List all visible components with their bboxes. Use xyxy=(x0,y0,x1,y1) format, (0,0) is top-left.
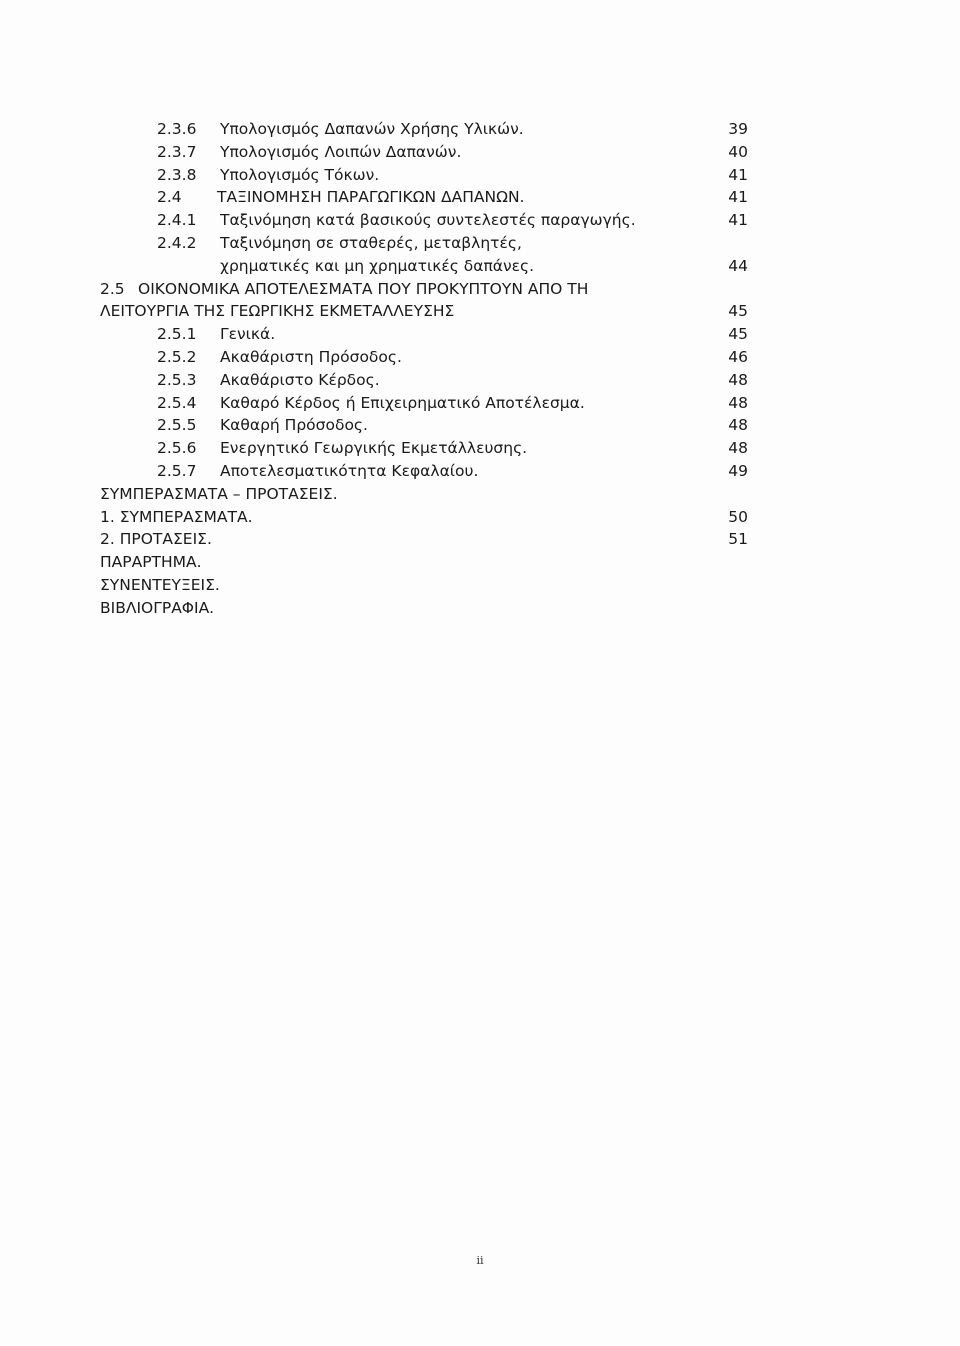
toc-entry-number: 2.3.8 xyxy=(157,165,197,184)
toc-entry-title: 2. ΠΡΟΤΑΣΕΙΣ. xyxy=(100,530,212,549)
toc-entry-title: Γενικά. xyxy=(220,325,276,344)
toc-entry xyxy=(100,346,760,369)
toc-entry-title: Υπολογισμός Τόκων. xyxy=(220,165,380,184)
toc-entry-number: 2.5.6 xyxy=(157,439,197,458)
toc-entry-title: Αποτελεσματικότητα Κεφαλαίου. xyxy=(220,461,479,480)
toc-entry-number: 2.5.7 xyxy=(157,461,197,480)
toc-entry xyxy=(100,437,760,460)
toc-entry xyxy=(100,414,760,437)
toc-entry-page: 48 xyxy=(728,393,748,412)
toc-entry xyxy=(100,460,760,483)
toc-entry-title: Υπολογισμός Λοιπών Δαπανών. xyxy=(220,142,462,161)
toc-entry xyxy=(100,551,760,574)
toc-entry-page: 41 xyxy=(728,188,748,207)
toc-entry-page: 44 xyxy=(728,256,748,275)
toc-entry-title: ΤΑΞΙΝΟΜΗΣΗ ΠΑΡΑΓΩΓΙΚΩΝ ΔΑΠΑΝΩΝ. xyxy=(217,188,525,207)
toc-entry-number: 2.5.4 xyxy=(157,393,197,412)
toc-entry xyxy=(100,506,760,529)
toc-entry xyxy=(100,392,760,415)
toc-entry-title: ΣΥΜΠΕΡΑΣΜΑΤΑ – ΠΡΟΤΑΣΕΙΣ. xyxy=(100,484,338,503)
toc-entry-page: 45 xyxy=(728,325,748,344)
toc-entry-number: 2.4.1 xyxy=(157,211,197,230)
toc-entry-title: Ακαθάριστο Κέρδος. xyxy=(220,370,380,389)
table-of-contents xyxy=(100,118,760,620)
toc-entry-title: ΣΥΝΕΝΤΕΥΞΕΙΣ. xyxy=(100,575,220,594)
toc-entry-page: 46 xyxy=(728,347,748,366)
toc-entry-number: 2.5.3 xyxy=(157,370,197,389)
toc-entry-title: 1. ΣΥΜΠΕΡΑΣΜΑΤΑ. xyxy=(100,507,253,526)
toc-entry xyxy=(100,186,760,209)
toc-entry-number: 2.3.7 xyxy=(157,142,197,161)
toc-entry-page: 48 xyxy=(728,416,748,435)
toc-entry-number: 2.5.1 xyxy=(157,325,197,344)
toc-entry xyxy=(100,528,760,551)
toc-entry xyxy=(100,323,760,346)
toc-entry-page: 51 xyxy=(728,530,748,549)
toc-entry xyxy=(100,118,760,141)
toc-entry-number: 2.5.5 xyxy=(157,416,197,435)
toc-entry xyxy=(100,300,760,323)
toc-entry xyxy=(100,232,760,255)
toc-entry-page: 50 xyxy=(728,507,748,526)
toc-entry xyxy=(100,597,760,620)
toc-entry xyxy=(100,255,760,278)
toc-entry-page: 40 xyxy=(728,142,748,161)
toc-entry-page: 48 xyxy=(728,370,748,389)
page-number: ii xyxy=(476,1254,484,1267)
toc-entry-title: ΒΙΒΛΙΟΓΡΑΦΙΑ. xyxy=(100,598,215,617)
toc-entry-title: Ταξινόμηση σε σταθερές, μεταβλητές, xyxy=(220,233,522,252)
toc-entry-page: 41 xyxy=(728,165,748,184)
toc-entry-number: 2.3.6 xyxy=(157,120,197,138)
toc-entry-number: 2.5.2 xyxy=(157,347,197,366)
toc-entry xyxy=(100,483,760,506)
toc-entry-title: Καθαρό Κέρδος ή Επιχειρηματικό Αποτέλεσμα. xyxy=(220,393,585,412)
toc-entry-title: Καθαρή Πρόσοδος. xyxy=(220,416,368,435)
toc-entry-title: Ενεργητικό Γεωργικής Εκμετάλλευσης. xyxy=(220,439,528,458)
toc-entry-title: Ταξινόμηση κατά βασικούς συντελεστές παραγωγής. xyxy=(220,211,636,230)
toc-entry xyxy=(100,369,760,392)
toc-entry-page: 45 xyxy=(728,302,748,321)
toc-entry-page: 49 xyxy=(728,461,748,480)
toc-entry-title: Ακαθάριστη Πρόσοδος. xyxy=(220,347,402,366)
toc-entry xyxy=(100,209,760,232)
toc-entry-page: 48 xyxy=(728,439,748,458)
toc-entry xyxy=(100,164,760,187)
toc-entry-title: Υπολογισμός Δαπανών Χρήσης Υλικών. xyxy=(220,120,524,138)
toc-entry xyxy=(100,574,760,597)
toc-entry-number: 2.4.2 xyxy=(157,233,197,252)
toc-entry-title: ΠΑΡΑΡΤΗΜΑ. xyxy=(100,553,202,572)
toc-entry xyxy=(100,278,760,301)
toc-entry-title: ΛΕΙΤΟΥΡΓΙΑ ΤΗΣ ΓΕΩΡΓΙΚΗΣ ΕΚΜΕΤΑΛΛΕΥΣΗΣ xyxy=(100,302,455,321)
toc-entry-number: 2.4 xyxy=(157,188,182,207)
toc-entry xyxy=(100,141,760,164)
toc-entry-number: 2.5 xyxy=(100,279,125,298)
toc-entry-title: ΟΙΚΟΝΟΜΙΚΑ ΑΠΟΤΕΛΕΣΜΑΤΑ ΠΟΥ ΠΡΟΚΥΠΤΟΥΝ ΑΠΟ ΤΗ xyxy=(138,279,589,298)
toc-entry-title: χρηματικές και μη χρηματικές δαπάνες. xyxy=(220,256,535,275)
toc-entry-page: 39 xyxy=(728,120,748,138)
toc-entry-page: 41 xyxy=(728,211,748,230)
